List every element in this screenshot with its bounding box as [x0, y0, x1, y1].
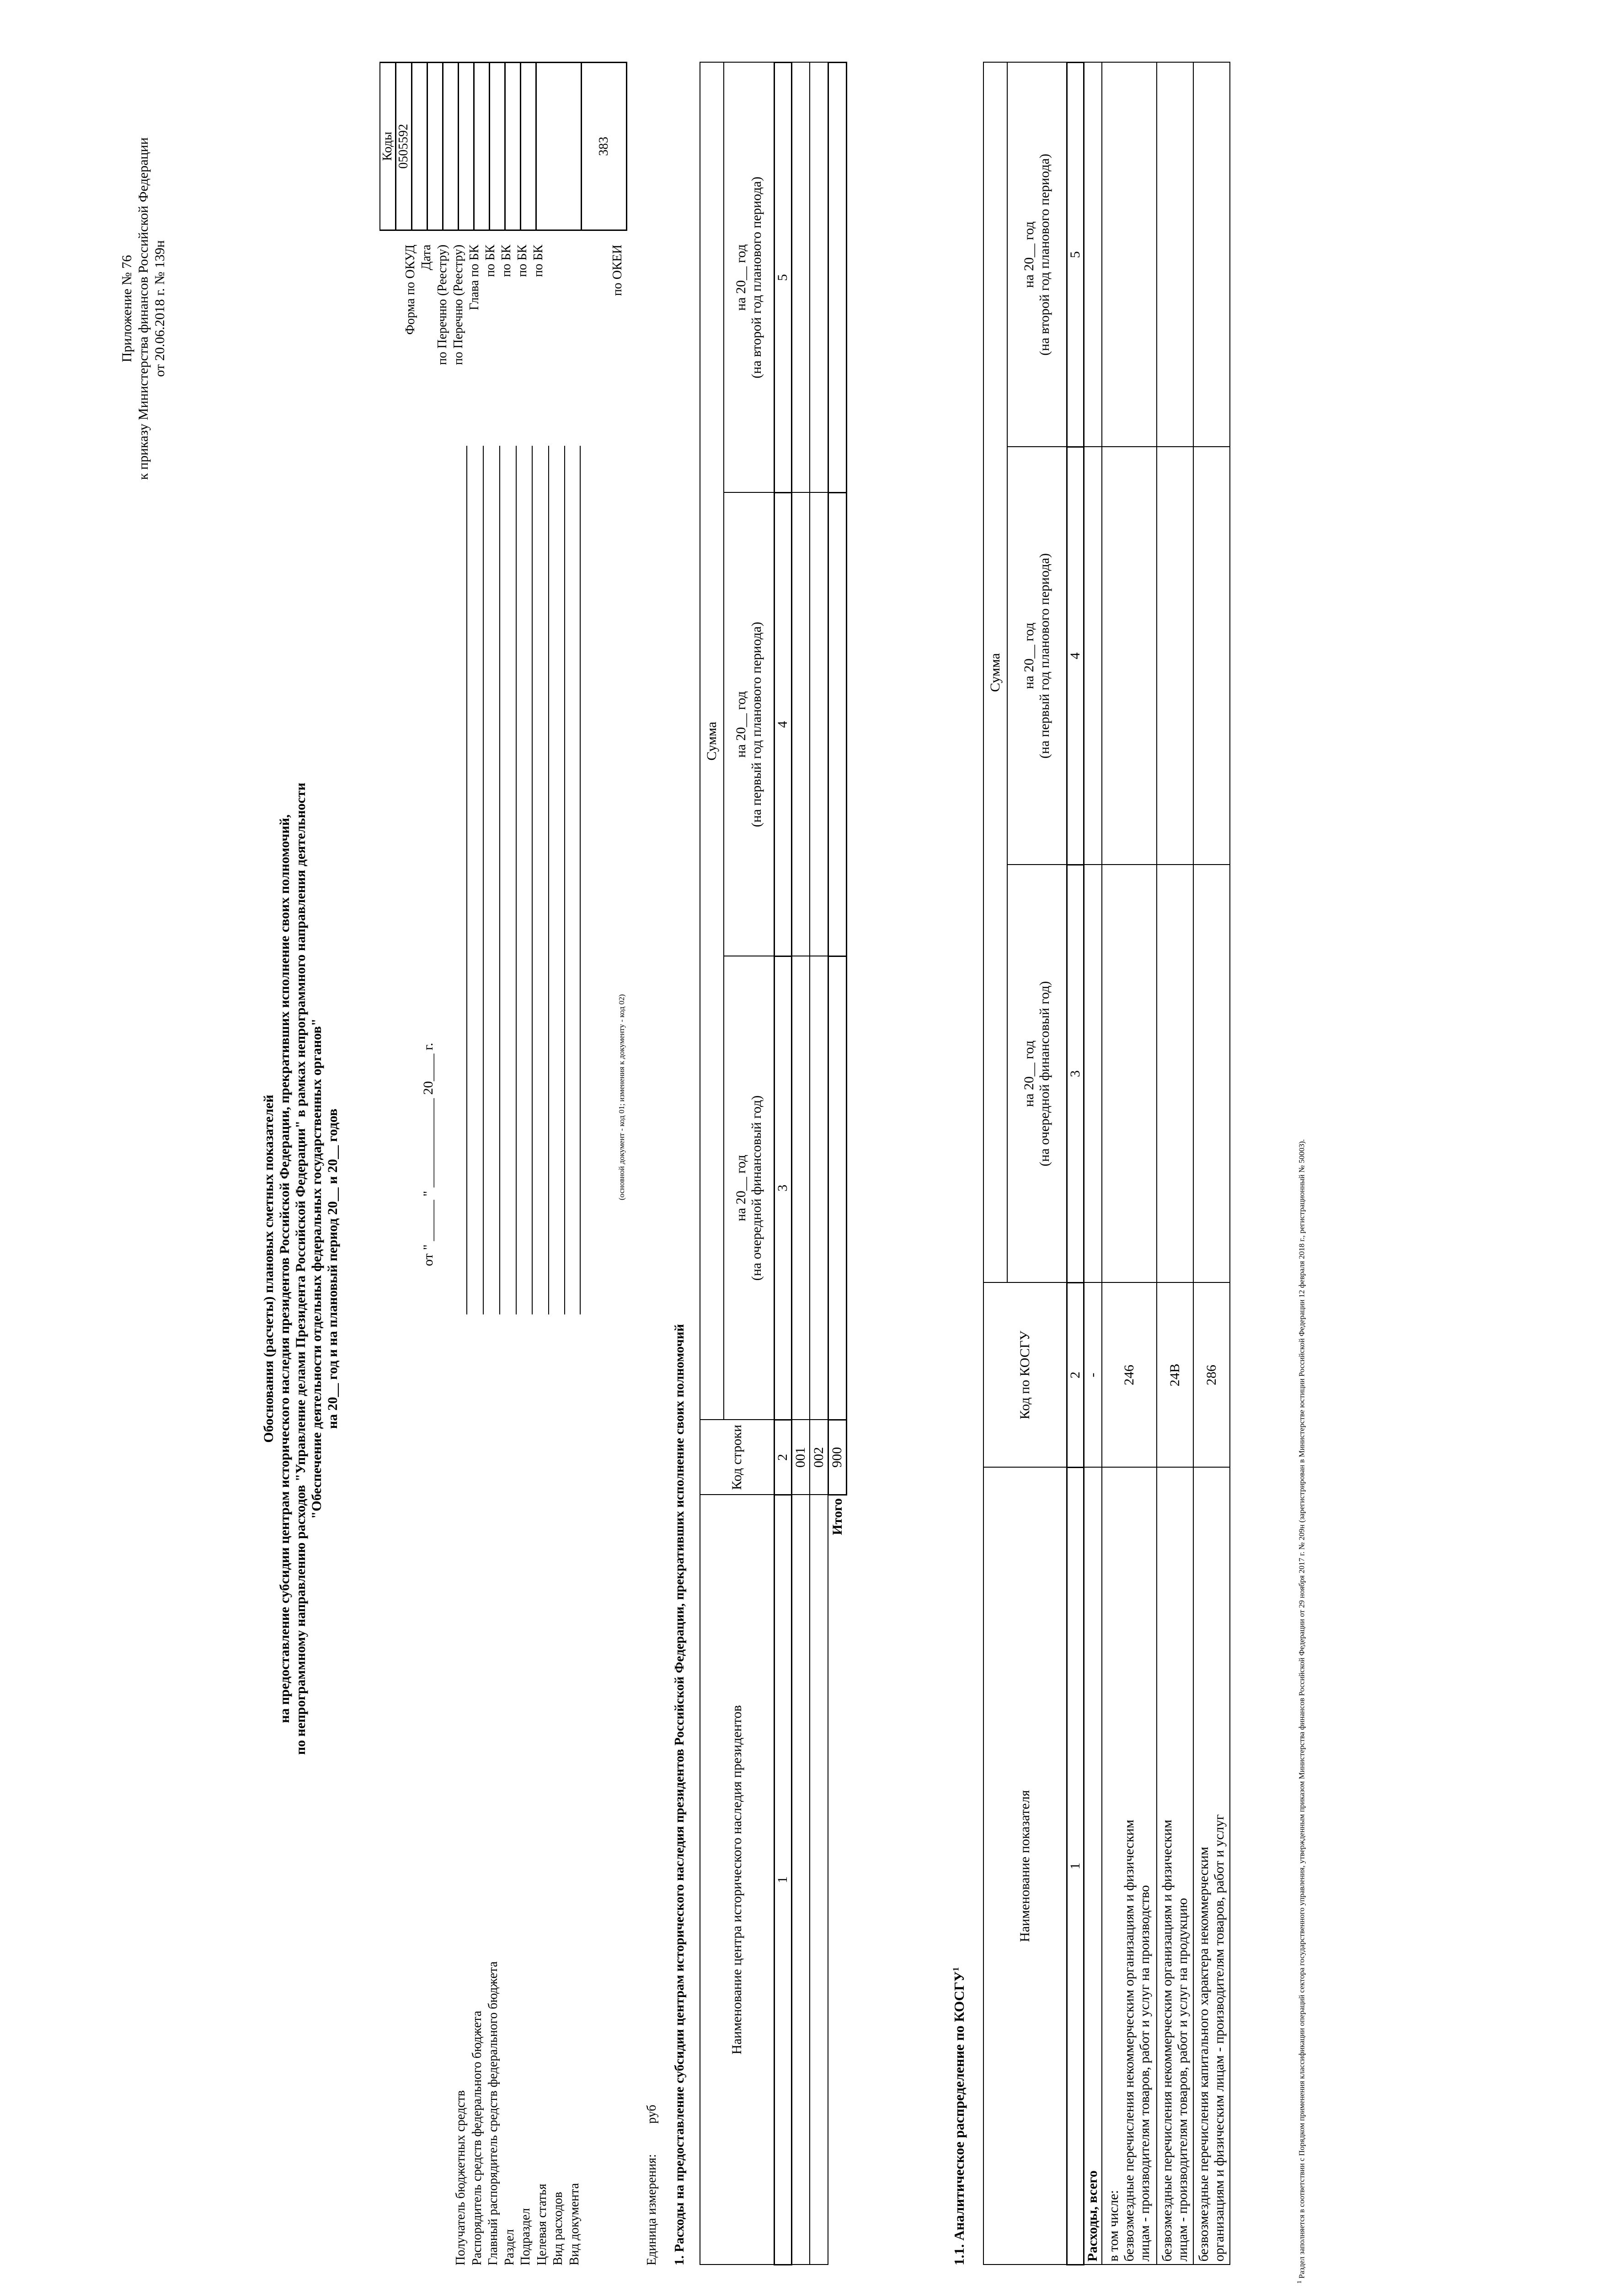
code-label: Глава по БК	[467, 245, 481, 310]
registry-code[interactable]	[443, 63, 459, 230]
code-label: по Перечню (Реестру)	[435, 245, 449, 365]
total-row	[828, 63, 846, 2265]
indicator-line: безвозмездные перечисления некоммерческим организациям и физическим	[1159, 1820, 1175, 2262]
requisite-label: Главный распорядитель средств федерального бюджета	[486, 1961, 500, 2265]
code-label: по БК	[515, 245, 529, 277]
codes-labels	[402, 245, 625, 423]
kosgu-code: 286	[1193, 1283, 1230, 1468]
codes-table	[379, 62, 627, 231]
bk-code[interactable]	[490, 63, 505, 230]
total-code: 900	[828, 1420, 846, 1495]
unit-label: Единица измерения:	[645, 2154, 659, 2265]
indicator-line: безвозмездные перечисления некоммерческим организациям и физическим	[1122, 1820, 1137, 2262]
amount-cell[interactable]	[1157, 63, 1193, 447]
table-row	[1102, 63, 1157, 2265]
requisite-label: Вид расходов	[551, 2192, 565, 2265]
kosgu-code: 246	[1102, 1283, 1157, 1468]
amount-cell[interactable]	[1157, 447, 1193, 865]
fill-line[interactable]	[466, 446, 467, 1314]
empty-code[interactable]	[536, 63, 582, 230]
col-year-sub: (на очередной финансовый год)	[1036, 981, 1052, 1167]
table-row	[791, 63, 810, 2265]
fill-line[interactable]	[483, 446, 484, 1314]
col-number: 5	[774, 63, 791, 493]
date-code[interactable]	[412, 63, 427, 230]
col-number: 4	[774, 493, 791, 956]
col-number: 1	[1067, 1468, 1084, 2265]
okei-code[interactable]: 383	[582, 63, 627, 230]
amount-cell[interactable]	[828, 63, 846, 493]
requisite-label: Раздел	[502, 2229, 517, 2265]
okud-code[interactable]: 0505592	[396, 63, 412, 230]
col-year-label: на 20__ год	[733, 1154, 748, 1222]
col-number: 5	[1067, 63, 1084, 447]
document-type-note: (основной документ - код 01; изменения к документу - код 02)	[617, 994, 626, 1200]
amount-cell[interactable]	[810, 493, 828, 956]
indicator-name	[1102, 1468, 1157, 2265]
bk-code[interactable]	[505, 63, 521, 230]
col-number: 2	[774, 1420, 791, 1495]
code-label: по Перечню (Реестру)	[451, 245, 465, 365]
amount-cell[interactable]	[810, 63, 828, 493]
requisite-label: Распорядитель средств федерального бюджета	[470, 2010, 484, 2265]
section-1-1-title-text: 1.1. Аналитическое распределение по КОСГУ	[951, 1971, 967, 2265]
indicator-line: лицам - производителям товаров, работ и услуг на продукцию	[1175, 1898, 1190, 2262]
col-number: 2	[1067, 1283, 1084, 1468]
row-code: 001	[791, 1420, 810, 1495]
amount-cell[interactable]	[1193, 63, 1230, 447]
unit-value: руб	[645, 2104, 659, 2124]
col-year-label: на 20__ год	[1021, 1040, 1036, 1107]
col-header-code: Код строки	[700, 1420, 774, 1495]
amount-cell[interactable]	[1193, 447, 1230, 865]
table-row	[1084, 63, 1102, 2265]
chapter-code[interactable]	[459, 63, 474, 230]
total-label: Итого	[828, 1495, 846, 2265]
col-number: 1	[774, 1495, 791, 2265]
col-header-indicator: Наименование показателя	[983, 1468, 1067, 2265]
col-year-sub: (на второй год планового периода)	[1036, 154, 1052, 356]
col-header-name: Наименование центра исторического наследия президентов	[700, 1495, 774, 2265]
indicator-name	[1193, 1468, 1230, 2265]
col-header-year1	[724, 956, 774, 1420]
bk-code[interactable]	[521, 63, 536, 230]
fill-line[interactable]	[532, 446, 533, 1314]
amount-cell[interactable]	[1102, 447, 1157, 865]
fill-line[interactable]	[548, 446, 549, 1314]
title-line: на 20__ год и на плановый период 20__ и 20__ годов	[325, 1108, 340, 1429]
kosgu-code: -	[1084, 1283, 1102, 1468]
footnote-mark: 1	[1296, 2280, 1303, 2284]
row-total-label: Расходы, всего	[1084, 1468, 1102, 2265]
document-title	[261, 514, 341, 2023]
col-year-label: на 20__ год	[1021, 622, 1036, 689]
code-label: по БК	[531, 245, 545, 277]
center-name-cell[interactable]	[791, 1495, 810, 2265]
col-header-kosgu: Код по КОСГУ	[983, 1283, 1067, 1468]
col-header-year1	[1007, 865, 1067, 1283]
fill-line[interactable]	[564, 446, 565, 1314]
footnote-text: Раздел заполняется в соответствии с Порядком применения классификации операций сектора государственного управления, утвержденным приказом Министерства финансов Российской Федерации от 29 ноября 2017 г. № 209н (зарегистрирован в Министерстве юстиции Российской Федерации 12 февраля 2018 г., регистрационный № 50003).	[1297, 1139, 1306, 2279]
indicator-line: в том числе:	[1106, 2190, 1121, 2262]
kosgu-code: 24В	[1157, 1283, 1193, 1468]
title-line: по непрограммному направлению расходов "Управление делами Президента Российской Федерации" в рамках непрограммного направления деятельности	[293, 782, 308, 1755]
code-label: по БК	[483, 245, 497, 277]
amount-cell[interactable]	[828, 493, 846, 956]
fill-line[interactable]	[499, 446, 500, 1314]
amount-cell[interactable]	[1102, 63, 1157, 447]
fill-line[interactable]	[580, 446, 581, 1314]
row-code: 002	[810, 1420, 828, 1495]
table-row	[1193, 63, 1230, 2265]
table-row	[1157, 63, 1193, 2265]
amount-cell[interactable]	[1193, 865, 1230, 1283]
appendix-date: от 20.06.2018 г. № 139н	[152, 240, 167, 377]
registry-code[interactable]	[427, 63, 443, 230]
indicator-line: лицам - производителям товаров, работ и услуг на производство	[1137, 1885, 1152, 2262]
title-line: Обоснования (расчеты) плановых сметных показателей	[261, 1095, 276, 1443]
col-year-label: на 20__ год	[733, 691, 748, 758]
requisite-label: Получатель бюджетных средств	[454, 2090, 468, 2265]
code-label: по БК	[499, 245, 513, 277]
col-header-year3	[724, 63, 774, 493]
col-number: 3	[1067, 865, 1084, 1283]
section-1-1-title	[951, 1967, 967, 2265]
appendix-header	[119, 103, 168, 514]
col-number: 4	[1067, 447, 1084, 865]
section-1-table	[700, 62, 847, 2265]
requisite-label: Подраздел	[518, 2208, 533, 2265]
col-year-sub: (на первый год планового периода)	[748, 621, 764, 828]
col-year-sub: (на очередной финансовый год)	[748, 1095, 764, 1281]
amount-cell[interactable]	[791, 956, 810, 1420]
col-header-year2	[724, 493, 774, 956]
appendix-number: Приложение № 76	[119, 255, 134, 363]
title-line: "Обеспечение деятельности отдельных федеральных государственных органов"	[309, 1018, 324, 1519]
requisite-label: Целевая статья	[534, 2184, 549, 2265]
indicator-line: организациям и физическим лицам - производителям товаров, работ и услуг	[1212, 1814, 1227, 2262]
bk-code[interactable]	[474, 63, 490, 230]
fill-line[interactable]	[516, 446, 517, 1314]
amount-cell[interactable]	[1084, 447, 1102, 865]
amount-cell[interactable]	[791, 63, 810, 493]
section-1-title: 1. Расходы на предоставление субсидии центрам исторического наследия президентов Российской Федерации, прекративших исполнение своих полномочий	[672, 1324, 687, 2265]
center-name-cell[interactable]	[810, 1495, 828, 2265]
col-year-label: на 20__ год	[733, 244, 748, 311]
indicator-name	[1157, 1468, 1193, 2265]
amount-cell[interactable]	[1157, 865, 1193, 1283]
amount-cell[interactable]	[1084, 63, 1102, 447]
okei-label: по ОКЕИ	[610, 245, 625, 296]
col-header-sum: Сумма	[983, 63, 1007, 1283]
col-year-label: на 20__ год	[1021, 221, 1036, 288]
col-header-year2	[1007, 447, 1067, 865]
amount-cell[interactable]	[1084, 865, 1102, 1283]
title-line: на предоставление субсидии центрам исторического наследия президентов Российской Федерации, прекративших исполнение своих полномочий,	[277, 814, 292, 1723]
amount-cell[interactable]	[1102, 865, 1157, 1283]
appendix-order: к приказу Министерства финансов Российской Федерации	[136, 137, 151, 480]
footnote	[1294, 21, 1308, 2284]
col-header-year3	[1007, 63, 1067, 447]
code-label: Дата	[419, 245, 433, 270]
document-date: от " ______ " _____________ 20____ г.	[421, 1042, 436, 1266]
code-label: Форма по ОКУД	[403, 245, 417, 335]
requisite-label: Вид документа	[567, 2183, 582, 2265]
codes-header: Коды	[380, 63, 396, 230]
indicator-line: безвозмездные перечисления капитального характера некоммерческим	[1196, 1847, 1211, 2262]
col-number: 3	[774, 956, 791, 1420]
col-year-sub: (на второй год планового периода)	[748, 176, 764, 379]
section-1-1-table	[983, 62, 1230, 2265]
footnote-ref: 1	[951, 1967, 961, 1971]
col-header-sum: Сумма	[700, 63, 724, 1420]
col-year-sub: (на первый год планового периода)	[1036, 553, 1052, 759]
amount-cell[interactable]	[810, 956, 828, 1420]
requisites-labels	[453, 1717, 582, 2265]
table-row	[810, 63, 828, 2265]
amount-cell[interactable]	[828, 956, 846, 1420]
amount-cell[interactable]	[791, 493, 810, 956]
